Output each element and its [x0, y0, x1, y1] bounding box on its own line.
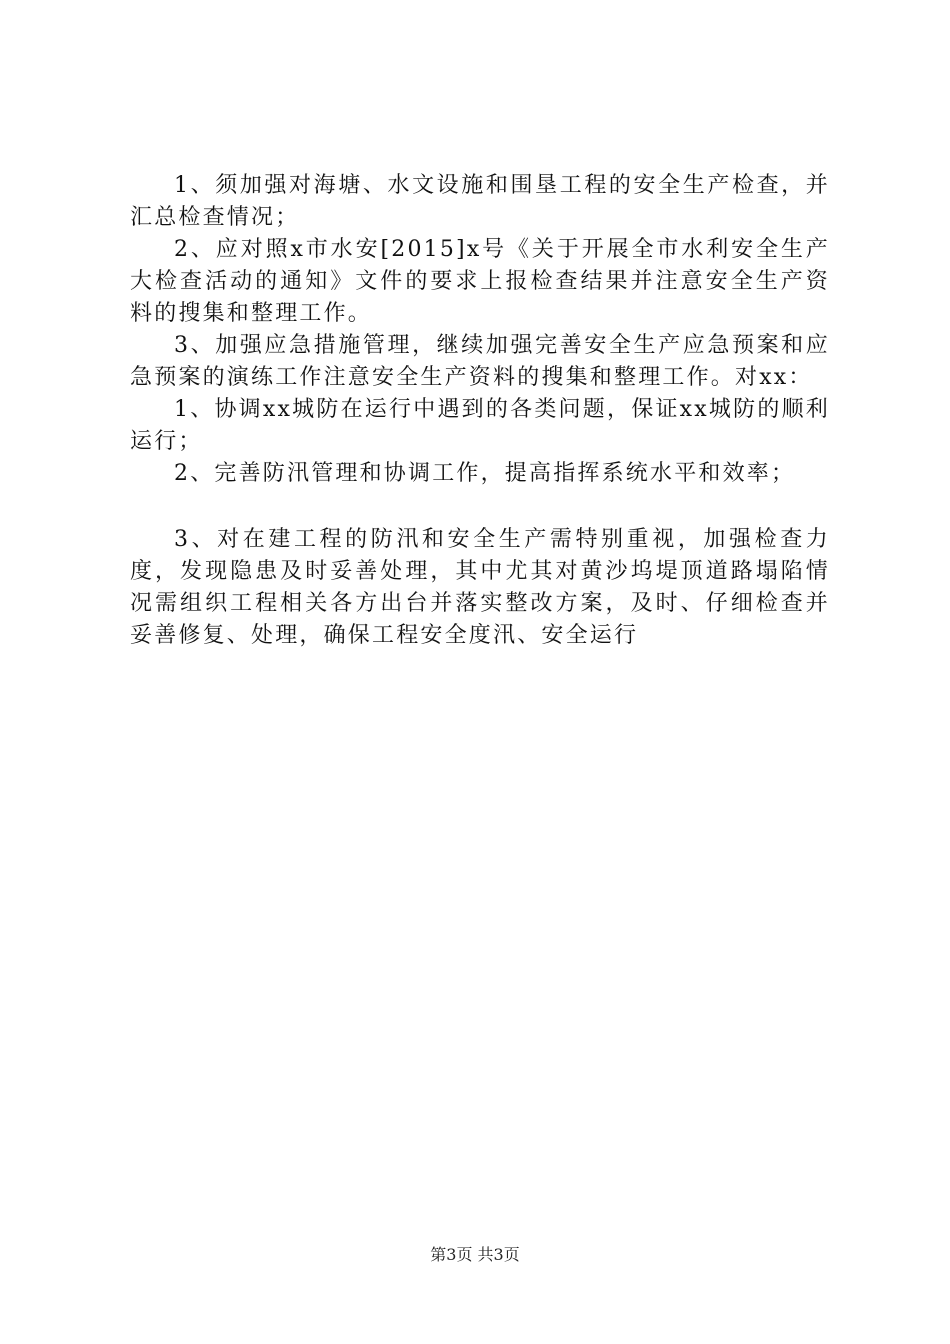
- document-body: [130, 170, 830, 652]
- page-footer: 第3页 共3页: [430, 1245, 520, 1264]
- paragraph-flood-management: 2、完善防汛管理和协调工作，提高指挥系统水平和效率；: [174, 461, 796, 486]
- paragraph-report-results: 2、应对照x市水安[2015]x号《关于开展全市水利安全生产大检查活动的通知》文件的要求上报检查结果并注意安全生产资料的搜集和整理工作。: [130, 237, 830, 326]
- paragraph-inspection-seawall: 1、须加强对海塘、水文设施和围垦工程的安全生产检查，并汇总检查情况；: [130, 173, 830, 230]
- paragraph-construction-safety: 3、对在建工程的防汛和安全生产需特别重视，加强检查力度，发现隐患及时妥善处理，其中尤其对黄沙坞堤顶道路塌陷情况需组织工程相关各方出台并落实整改方案，及时、仔细检查并妥善修复、处理，确保工程安全度汛、安全运行: [130, 527, 830, 648]
- paragraph-emergency-measures: 3、加强应急措施管理，继续加强完善安全生产应急预案和应急预案的演练工作注意安全生产资料的搜集和整理工作。对xx：: [130, 333, 830, 390]
- paragraph-coordinate-flood-defense: 1、协调xx城防在运行中遇到的各类问题，保证xx城防的顺利运行；: [130, 397, 830, 454]
